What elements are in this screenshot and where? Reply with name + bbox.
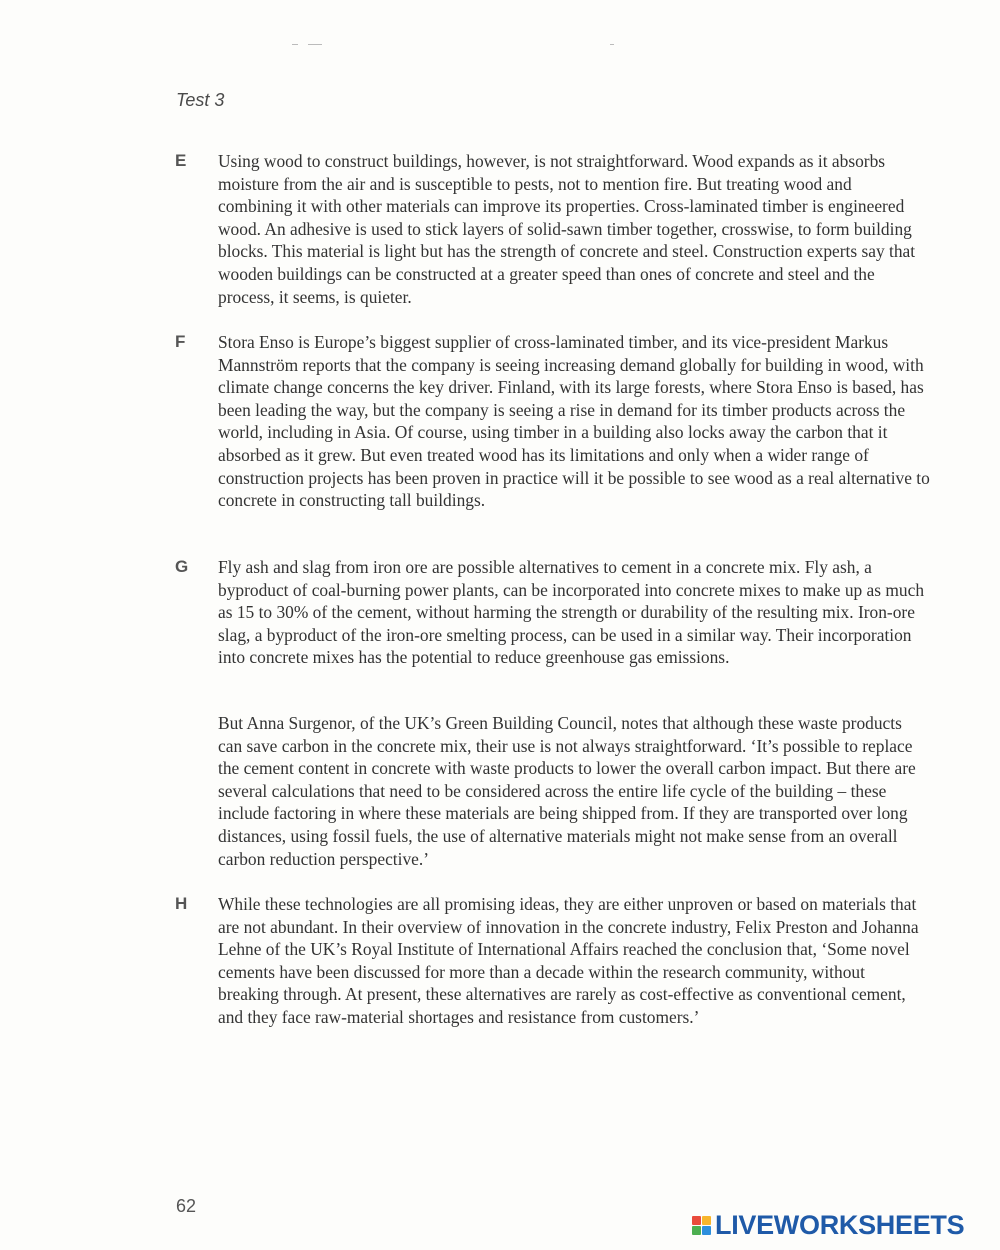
section-letter: F bbox=[175, 332, 186, 351]
liveworksheets-logo-icon bbox=[692, 1216, 711, 1235]
section-letter: G bbox=[175, 557, 189, 576]
logo-square bbox=[692, 1216, 701, 1225]
logo-square bbox=[702, 1226, 711, 1235]
watermark-text: LIVEWORKSHEETS bbox=[715, 1210, 965, 1240]
scan-speck bbox=[610, 44, 614, 45]
section-paragraph: Fly ash and slag from iron ore are possible alternatives to cement in a concrete mix. Fly ash, a byproduct of coal-burning power plants, can be incorporated into concrete mixes to make up as much as 15 to 30% of the cement, without harming the strength or durability of the resulting mix. Iron-ore slag, a byproduct of the iron-ore smelting process, can be used in a similar way. Their incorporation into concrete mixes has the potential to reduce greenhouse gas emissions. bbox=[218, 557, 925, 668]
liveworksheets-watermark bbox=[692, 1210, 964, 1241]
page-number: 62 bbox=[176, 1196, 197, 1216]
section-paragraph: But Anna Surgenor, of the UK’s Green Building Council, notes that although these waste products can save carbon in the concrete mix, their use is not always straightforward. ‘It’s possible to replace the cement content in concrete with waste products to lower the overall carbon impact. But there are several calculations that need to be considered across the entire life cycle of the building – these include factoring in where these materials are being shipped from. If they are transported over long distances, using fossil fuels, the use of alternative materials might not make sense from an overall carbon reduction perspective.’ bbox=[218, 713, 916, 869]
logo-square bbox=[692, 1226, 701, 1235]
logo-square bbox=[702, 1216, 711, 1225]
section-paragraph: Using wood to construct buildings, however, is not straightforward. Wood expands as it absorbs moisture from the air and is susceptible to pests, not to mention fire. But treating wood and combining it with other materials can improve its properties. Cross-laminated timber is engineered wood. An adhesive is used to stick layers of solid-sawn timber together, crosswise, to form building blocks. This material is light but has the strength of concrete and steel. Construction experts say that wooden buildings can be constructed at a greater speed than ones of concrete and steel and the process, it seems, is quieter. bbox=[218, 151, 916, 307]
section-paragraph: Stora Enso is Europe’s biggest supplier of cross-laminated timber, and its vice-president Markus Mannström reports that the company is seeing increasing demand globally for building in wood, with climate change concerns the key driver. Finland, with its large forests, where Stora Enso is based, has been leading the way, but the company is seeing a rise in demand for its timber products across the world, including in Asia. Of course, using timber in a building also locks away the carbon that it absorbed as it grew. But even treated wood has its limitations and only when a wider range of construction projects has been proven in practice will it be possible to see wood as a real alternative to concrete in constructing tall buildings. bbox=[218, 332, 930, 511]
scan-speck bbox=[308, 44, 322, 45]
page-title: Test 3 bbox=[176, 90, 225, 110]
section-letter: E bbox=[175, 151, 187, 170]
scan-speck bbox=[292, 44, 298, 45]
section-paragraph: While these technologies are all promising ideas, they are either unproven or based on materials that are not abundant. In their overview of innovation in the concrete industry, Felix Preston and Johanna Lehne of the UK’s Royal Institute of International Affairs reached the conclusion that, ‘Some novel cements have been discussed for more than a decade within the research community, without breaking through. At present, these alternatives are rarely as cost-effective as conventional cement, and they face raw-material shortages and resistance from customers.’ bbox=[218, 894, 919, 1027]
section-letter: H bbox=[175, 894, 188, 913]
